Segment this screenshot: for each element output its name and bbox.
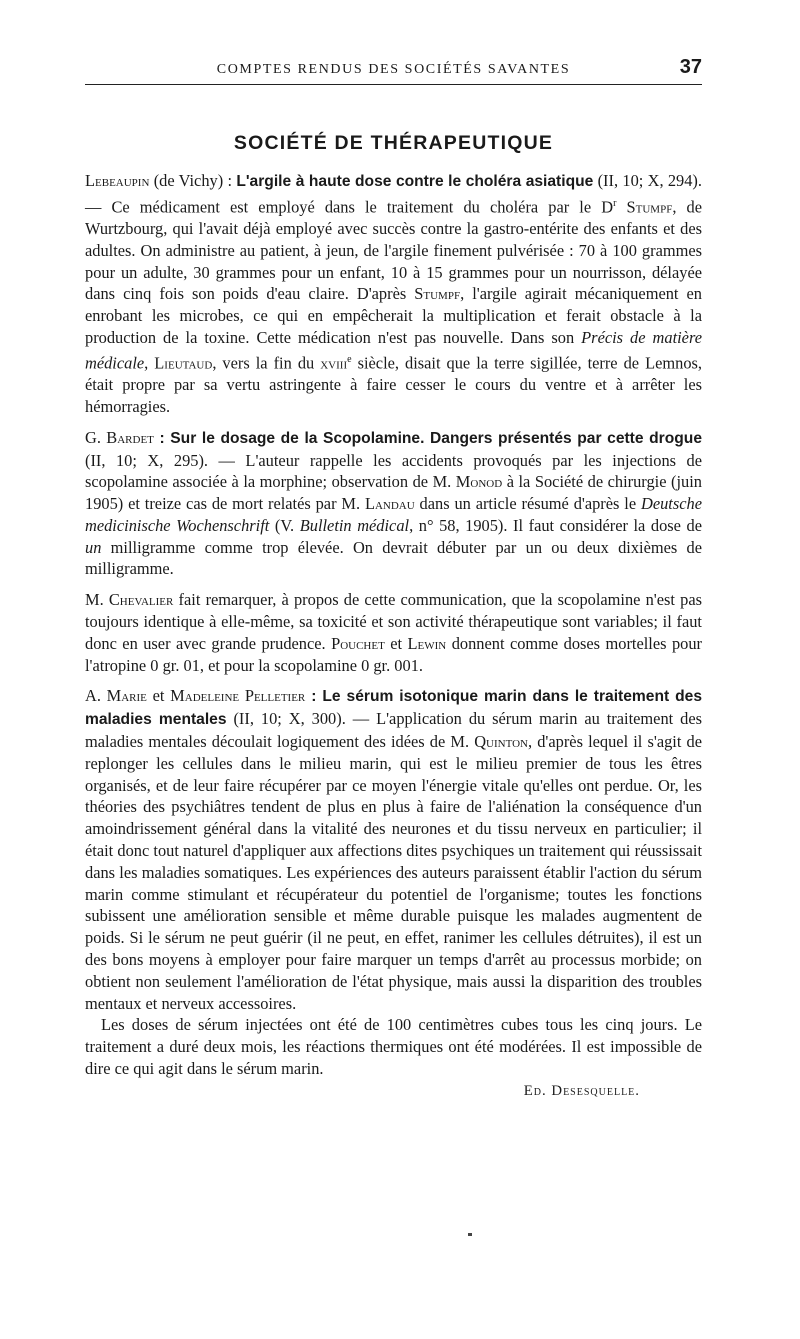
author-name: Monod [455,472,503,492]
article-text: , vers la fin du [212,353,321,373]
author-note: (de Vichy) : [149,171,237,190]
title-separator: : [305,688,323,706]
article-text: fait remarquer, à propos de cette communication, que la scopolamine n'est pas toujours identique à elle-même, sa toxicité et son activité thérapeutique sont variables; il faut donc en user avec grande prudence. [85,590,702,653]
author-name: G. Bardet [85,427,154,447]
article-text: M. [85,590,109,610]
article-text: siècle, disait que la terre sigillée, terre de Lemnos, était propre par sa vertu astringente à faire cesser le cours du ventre et à arrêter les hémorragies. [85,353,702,416]
author-name: Lewin [407,633,447,653]
author-name: Stumpf [414,284,461,304]
author-name: Lebeaupin [85,171,150,190]
article-text: , de Wurtzbourg, qui l'avait déjà employé avec succès contre la gastro-entérite des enfants et des adultes. On administre au patient, à jeun, de l'argile finement pulvérisée : 70 à 100 grammes pour un adulte, 30 grammes pour un enfant, 10 à 15 grammes pour un nourrisson, délayée dans cinq fois son poids d'eau claire. D'après [85,197,702,304]
article-text: , n° 58, 1905). Il faut considérer la dose de [409,515,702,535]
author-name: Quinton [474,732,528,752]
article-text: dans un article résumé d'après le [414,494,641,514]
article-text: donnent comme doses mortelles pour l'atropine 0 gr. 01, et pour la scopolamine 0 gr. 001. [85,633,702,675]
article-bardet [85,427,702,581]
article-text: milligramme comme trop élevée. On devrait débuter par un ou deux dixièmes de milligramme. [85,537,702,579]
section-title: SOCIÉTÉ DE THÉRAPEUTIQUE [233,132,554,154]
article-title: L'argile à haute dose contre le choléra asiatique [236,173,594,190]
author-name: Landau [364,494,415,514]
article-continuation: Les doses de sérum injectées ont été de 100 centimètres cubes tous les cinq jours. Le traitement a duré deux mois, les réactions thermiques ont été modérées. Il est impossible de dire ce qui agit dans le sérum marin. [85,1015,702,1079]
superscript: r [613,197,617,209]
author-name: Lieutaud [154,353,213,373]
article-chevalier [85,589,702,676]
article-text: (II, 10; X, 294). — Ce médicament est employé dans le traitement du choléra par le D [85,171,702,217]
article-text: à la Société de chirurgie (juin 1905) et treize cas de mort relatés par M. [85,472,702,514]
article-text: , l'argile agirait mécaniquement en enrobant les microbes, ce qui en empêcherait la multiplication et ferait obstacle à la production de la toxine. Cette médication n'est pas nouvelle. Dans son [85,284,702,348]
running-head [85,56,702,84]
century: xviii [320,353,348,373]
article-text: et [384,633,408,653]
journal-title: Deutsche medicinische Wochenschrift [85,494,702,535]
emphasis: un [85,537,102,557]
page [85,56,702,1100]
article-text: , [144,353,155,373]
article-lebeaupin [85,170,702,418]
article-title: Le sérum isotonique marin dans le traitement des maladies mentales [85,688,702,729]
running-title: COMPTES RENDUS DES SOCIÉTÉS SAVANTES [216,62,571,77]
article-title: Sur le dosage de la Scopolamine. Dangers présentés par cette drogue [170,429,702,447]
signature: Ed. Desesquelle. [523,1082,640,1099]
header-rule [85,84,702,85]
article-text: , d'après lequel il s'agit de replonger les cellules dans le milieu marin, qui est le milieu premier de tous les êtres organisés, et de leur faire récupérer par ce moyen l'énergie vitale qu'elles ont perdue. Or, les théories des psychiâtres tendent de plus en plus à faire de l'aliénation la conséquence d'un amoindrissement général dans la vitalité des neurones et du tissu nerveux en particulier; il était donc tout naturel d'appliquer aux affections dites psychiques un traitement qui réussissait dans les maladies somatiques. Les expériences des auteurs paraissent établir l'action du sérum marin comme stimulant et récupérateur du potentiel de l'organisme; toutes les fonctions subissent une amélioration sensible et même durable puisque les malades augmentent de poids. Si le sérum ne peut guérir (il ne peut, en effet, ranimer les cellules détruites), il est un des bons moyens à employer pour faire marquer un temps d'arrêt au processus morbide; on obtient non seulement l'amélioration de l'état physique, mais aussi la disparition des troubles mentaux et nerveux accessoires. [85,732,702,1013]
author-name: Chevalier [108,590,174,610]
article-text: A. [85,686,107,706]
author-name: Marie [106,686,147,706]
article-marie-pelletier [85,685,702,1014]
article-text: (II, 10; X, 300). — L'application du sérum marin au traitement des maladies mentales découlait logiquement des idées de M. [85,709,702,752]
print-speck [468,1233,472,1236]
article-text: (V. [269,515,300,535]
article-text: et [146,686,171,706]
superscript: e [347,353,352,365]
title-separator: : [153,429,171,447]
book-title: Précis de matière médicale [85,328,703,373]
page-number: 37 [679,56,702,78]
author-name: Pouchet [331,633,385,653]
article-text: (II, 10; X, 295). — L'auteur rappelle les accidents provoqués par les injections de scopolamine associée à la morphine; observation de M. [85,450,702,492]
author-name: Stumpf [626,197,673,217]
journal-title: Bulletin médical [299,515,410,535]
author-name: Madeleine Pelletier [170,686,306,706]
